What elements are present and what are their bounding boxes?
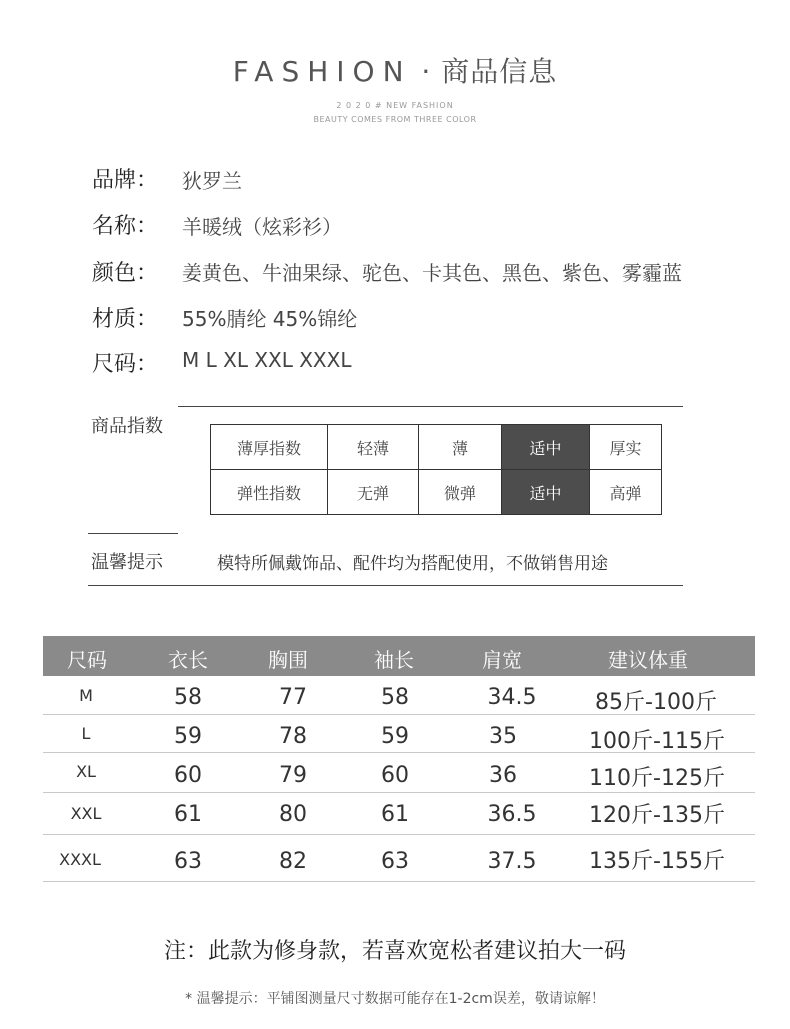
cell-shoulder: 34.5	[487, 685, 537, 710]
table-row	[43, 834, 755, 882]
thickness-row	[211, 425, 662, 470]
title-dot: ·	[421, 55, 432, 88]
table-row	[43, 752, 755, 793]
thickness-option-1: 轻薄	[328, 425, 419, 470]
cell-size: XL	[76, 762, 96, 781]
header-size: 尺码	[67, 648, 107, 672]
elasticity-option-2: 微弹	[419, 470, 502, 515]
cell-chest: 80	[279, 802, 307, 827]
brand-label: 品牌：	[92, 168, 159, 193]
cell-sleeve: 60	[381, 763, 409, 788]
header-sleeve: 袖长	[374, 648, 414, 672]
subtitle-line-2: BEAUTY COMES FROM THREE COLOR	[313, 115, 477, 124]
table-row	[43, 714, 755, 753]
thickness-option-4: 厚实	[590, 425, 662, 470]
elasticity-option-1: 无弹	[328, 470, 419, 515]
table-row	[43, 792, 755, 835]
brand-value: 狄罗兰	[182, 169, 242, 193]
material-label: 材质：	[92, 307, 159, 332]
measurement-disclaimer: * 温馨提示：平铺图测量尺寸数据可能存在1-2cm误差，敬请谅解！	[185, 991, 605, 1007]
size-label: 尺码：	[92, 352, 159, 377]
name-label: 名称：	[92, 214, 159, 239]
cell-shoulder: 36.5	[487, 802, 537, 827]
header-chest: 胸围	[268, 648, 308, 672]
elasticity-index-name: 弹性指数	[211, 470, 328, 515]
cell-sleeve: 59	[381, 724, 409, 749]
cell-chest: 79	[279, 763, 307, 788]
material-value: 55%腈纶 45%锦纶	[182, 307, 358, 331]
color-label: 颜色：	[92, 261, 159, 286]
product-index-table	[210, 424, 662, 515]
elasticity-option-selected: 适中	[502, 470, 590, 515]
table-row	[43, 676, 755, 715]
thickness-option-selected: 适中	[502, 425, 590, 470]
index-section-label: 商品指数	[91, 416, 163, 437]
elasticity-row	[211, 470, 662, 515]
title-cn: 商品信息	[441, 55, 558, 88]
cell-size: L	[81, 724, 91, 743]
cell-sleeve: 58	[381, 685, 409, 710]
fit-note: 注：此款为修身款，若喜欢宽松者建议拍大一码	[163, 939, 626, 964]
tips-top-divider	[88, 533, 178, 534]
cell-weight: 85斤-100斤	[595, 690, 717, 715]
tips-section-label: 温馨提示	[91, 552, 163, 573]
cell-length: 59	[174, 724, 202, 749]
thickness-index-name: 薄厚指数	[211, 425, 328, 470]
cell-size: M	[79, 686, 93, 705]
cell-shoulder: 36	[489, 763, 517, 788]
cell-weight: 120斤-135斤	[589, 803, 725, 828]
elasticity-option-4: 高弹	[590, 470, 662, 515]
cell-size: XXXL	[59, 850, 101, 869]
size-table-header	[43, 636, 755, 676]
tips-text: 模特所佩戴饰品、配件均为搭配使用，不做销售用途	[217, 554, 608, 574]
cell-shoulder: 37.5	[487, 849, 537, 874]
cell-chest: 77	[279, 685, 307, 710]
cell-sleeve: 61	[381, 802, 409, 827]
page-title	[0, 50, 790, 90]
cell-shoulder: 35	[489, 724, 517, 749]
title-latin: FASHION	[232, 55, 412, 88]
cell-size: XXL	[70, 804, 102, 823]
header-shoulder: 肩宽	[482, 648, 522, 672]
subtitle-line-1: 2 0 2 0 # NEW FASHION	[336, 101, 454, 110]
cell-weight: 100斤-115斤	[589, 729, 725, 754]
cell-weight: 135斤-155斤	[589, 849, 725, 874]
header-weight: 建议体重	[608, 648, 688, 672]
cell-weight: 110斤-125斤	[589, 766, 725, 791]
cell-length: 63	[174, 849, 202, 874]
color-value: 姜黄色、牛油果绿、驼色、卡其色、黑色、紫色、雾霾蓝	[182, 261, 682, 285]
header-length: 衣长	[168, 648, 208, 672]
cell-length: 60	[174, 763, 202, 788]
thickness-option-2: 薄	[419, 425, 502, 470]
cell-sleeve: 63	[381, 849, 409, 874]
name-value: 羊暖绒（炫彩衫）	[182, 215, 342, 239]
tips-bottom-divider	[88, 585, 683, 586]
cell-length: 58	[174, 685, 202, 710]
size-value: M L XL XXL XXXL	[182, 348, 352, 372]
cell-chest: 78	[279, 724, 307, 749]
cell-chest: 82	[279, 849, 307, 874]
index-top-divider	[178, 406, 683, 407]
cell-length: 61	[174, 802, 202, 827]
